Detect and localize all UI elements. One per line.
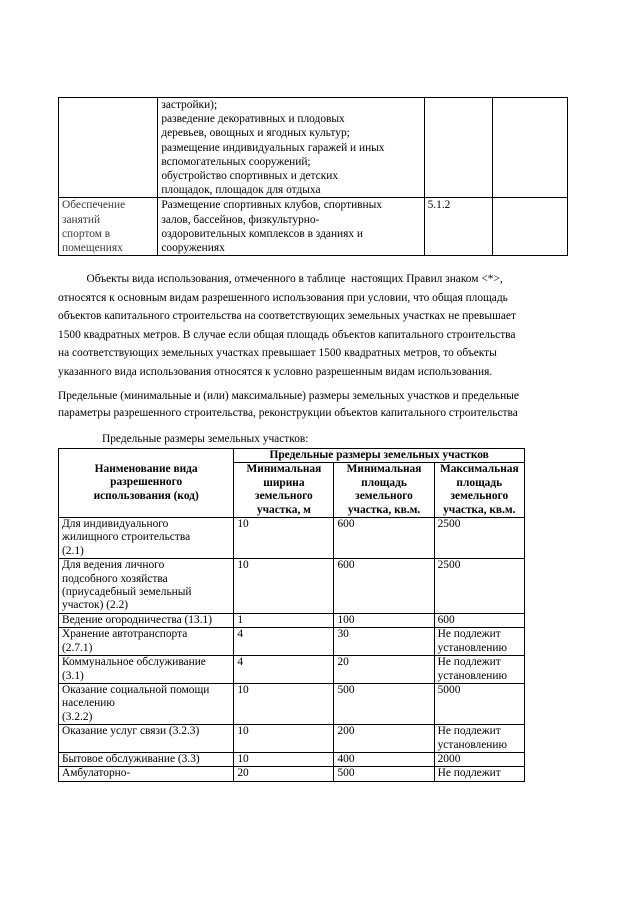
min-width-cell: 4 <box>234 628 334 656</box>
header-min-area: Минимальная площадь земельного участка, кв.м. <box>334 463 434 518</box>
text-line: (3.2.2) <box>62 710 93 723</box>
table-row <box>59 683 525 724</box>
min-area-cell: 20 <box>334 656 434 684</box>
text-line: Оказание социальной помощи <box>62 683 210 696</box>
plot-size-table <box>58 448 525 782</box>
text-line: установлению <box>437 669 507 682</box>
header-use-name: Наименование вида разрешенного использования (код) <box>59 449 234 518</box>
use-name-cell <box>59 752 234 766</box>
table-row <box>59 518 525 559</box>
text-line: Не подлежит <box>437 725 501 738</box>
min-area-cell: 400 <box>334 752 434 766</box>
header-group: Предельные размеры земельных участков <box>234 449 525 463</box>
text-line: населению <box>62 697 115 710</box>
paragraph-line: объектов капитального строительства на соответствующих земельных участках не превышает <box>58 310 516 323</box>
text-line: (приусадебный земельный <box>62 586 192 599</box>
table-row <box>59 725 525 753</box>
table-row <box>59 613 525 627</box>
min-area-cell: 30 <box>334 628 434 656</box>
text-line: размещение индивидуальных гаражей и иных <box>161 141 385 154</box>
use-name-cell <box>59 683 234 724</box>
text-line: Ведение огородничества (13.1) <box>62 613 213 626</box>
text-line: 600 <box>437 613 455 626</box>
min-area-cell: 500 <box>334 683 434 724</box>
paragraph-line: параметры разрешенного строительства, реконструкции объектов капитального строительства <box>58 407 518 419</box>
min-width-cell: 10 <box>234 752 334 766</box>
text-line: Для индивидуального <box>62 518 169 531</box>
text-line: подсобного хозяйства <box>62 572 168 585</box>
paragraph-line: 1500 квадратных метров. В случае если общая площадь объектов капитального строительства <box>58 328 516 341</box>
table-row <box>59 559 525 614</box>
limits-paragraph <box>58 388 519 422</box>
text-line: установлению <box>437 738 507 751</box>
table-row <box>59 752 525 766</box>
use-name-cell <box>59 518 234 559</box>
extra-cell <box>493 98 568 198</box>
text-line: Бытовое обслуживание (3.3) <box>62 752 200 765</box>
paragraph-line: Объекты вида использования, отмеченного в таблице настоящих Правил знаком <*>, <box>58 273 503 285</box>
paragraph-line: на соответствующих земельных участках превышает 1500 квадратных метров, то объекты <box>58 347 497 360</box>
text-line: (3.1) <box>62 669 84 682</box>
text-line: залов, бассейнов, физкультурно- <box>161 213 320 226</box>
text-line: 2000 <box>437 752 461 765</box>
text-line: (2.1) <box>62 544 84 557</box>
use-name-cell <box>59 559 234 614</box>
max-area-cell <box>434 656 524 684</box>
text-line: Коммунальное обслуживание <box>62 656 206 669</box>
text-line: 2500 <box>437 559 461 572</box>
text-line: установлению <box>437 641 507 654</box>
text-line: занятий <box>62 213 101 226</box>
text-line: Оказание услуг связи (3.2.3) <box>62 725 200 738</box>
min-width-cell: 10 <box>234 725 334 753</box>
text-line: сооружениях <box>161 242 225 255</box>
text-line: жилищного строительства <box>62 531 191 544</box>
table-row <box>59 656 525 684</box>
min-area-cell: 600 <box>334 559 434 614</box>
text-line: участок) (2.2) <box>62 599 129 612</box>
max-area-cell <box>434 752 524 766</box>
table-caption: Предельные размеры земельных участков: <box>102 433 309 445</box>
code-cell: 5.1.2 <box>424 198 493 256</box>
max-area-cell <box>434 725 524 753</box>
table-row <box>59 98 568 198</box>
max-area-cell <box>434 628 524 656</box>
min-width-cell: 4 <box>234 656 334 684</box>
code-cell <box>424 98 493 198</box>
min-area-cell: 100 <box>334 613 434 627</box>
use-name-cell <box>59 628 234 656</box>
max-area-cell <box>434 683 524 724</box>
min-width-cell: 1 <box>234 613 334 627</box>
header-max-area: Максимальная площадь земельного участка, кв.м. <box>434 463 524 518</box>
land-use-table <box>58 97 568 256</box>
max-area-cell <box>434 767 524 781</box>
text-line: деревьев, овощных и ягодных культур; <box>161 127 350 140</box>
text-line: 2500 <box>437 518 461 531</box>
use-name-cell <box>59 656 234 684</box>
description-cell <box>158 98 424 198</box>
use-type-cell <box>59 198 158 256</box>
min-area-cell: 600 <box>334 518 434 559</box>
text-line: оздоровительных комплексов в зданиях и <box>161 227 364 240</box>
text-line: Хранение автотранспорта <box>62 628 188 641</box>
text-line: застройки); <box>161 99 218 111</box>
min-area-cell: 200 <box>334 725 434 753</box>
paragraph-line: относятся к основным видам разрешенного использования при условии, что общая площадь <box>58 291 508 304</box>
paragraph-line: Предельные (минимальные и (или) максимальные) размеры земельных участков и предельные <box>58 390 519 402</box>
table-row <box>59 628 525 656</box>
text-line: Не подлежит <box>437 767 501 780</box>
use-name-cell <box>59 725 234 753</box>
extra-cell <box>493 198 568 256</box>
min-width-cell: 10 <box>234 683 334 724</box>
text-line: 5000 <box>437 683 461 696</box>
text-line: Обеспечение <box>62 199 126 212</box>
text-line: обустройство спортивных и детских <box>161 170 339 183</box>
text-line: Размещение спортивных клубов, спортивных <box>161 199 382 212</box>
note-paragraph <box>58 270 516 382</box>
text-line: Не подлежит <box>437 628 501 641</box>
text-line: помещениях <box>62 242 123 255</box>
min-area-cell: 500 <box>334 767 434 781</box>
table-row <box>59 767 525 781</box>
max-area-cell <box>434 559 524 614</box>
use-name-cell <box>59 613 234 627</box>
max-area-cell <box>434 613 524 627</box>
use-name-cell <box>59 767 234 781</box>
min-width-cell: 10 <box>234 559 334 614</box>
min-width-cell: 10 <box>234 518 334 559</box>
use-type-cell <box>59 98 158 198</box>
text-line: Амбулаторно- <box>62 767 131 780</box>
min-width-cell: 20 <box>234 767 334 781</box>
header-min-width: Минимальная ширина земельного участка, м <box>234 463 334 518</box>
text-line: площадок, площадок для отдыха <box>161 184 321 197</box>
description-cell <box>158 198 424 256</box>
text-line: спортом в <box>62 227 111 240</box>
text-line: Не подлежит <box>437 656 501 669</box>
table-row <box>59 198 568 256</box>
text-line: вспомогательных сооружений; <box>161 155 311 168</box>
text-line: разведение декоративных и плодовых <box>161 113 345 126</box>
max-area-cell <box>434 518 524 559</box>
text-line: (2.7.1) <box>62 641 93 654</box>
text-line: Для ведения личного <box>62 559 165 572</box>
paragraph-line: указанного вида использования относятся к условно разрешенным видам использования. <box>58 365 493 378</box>
